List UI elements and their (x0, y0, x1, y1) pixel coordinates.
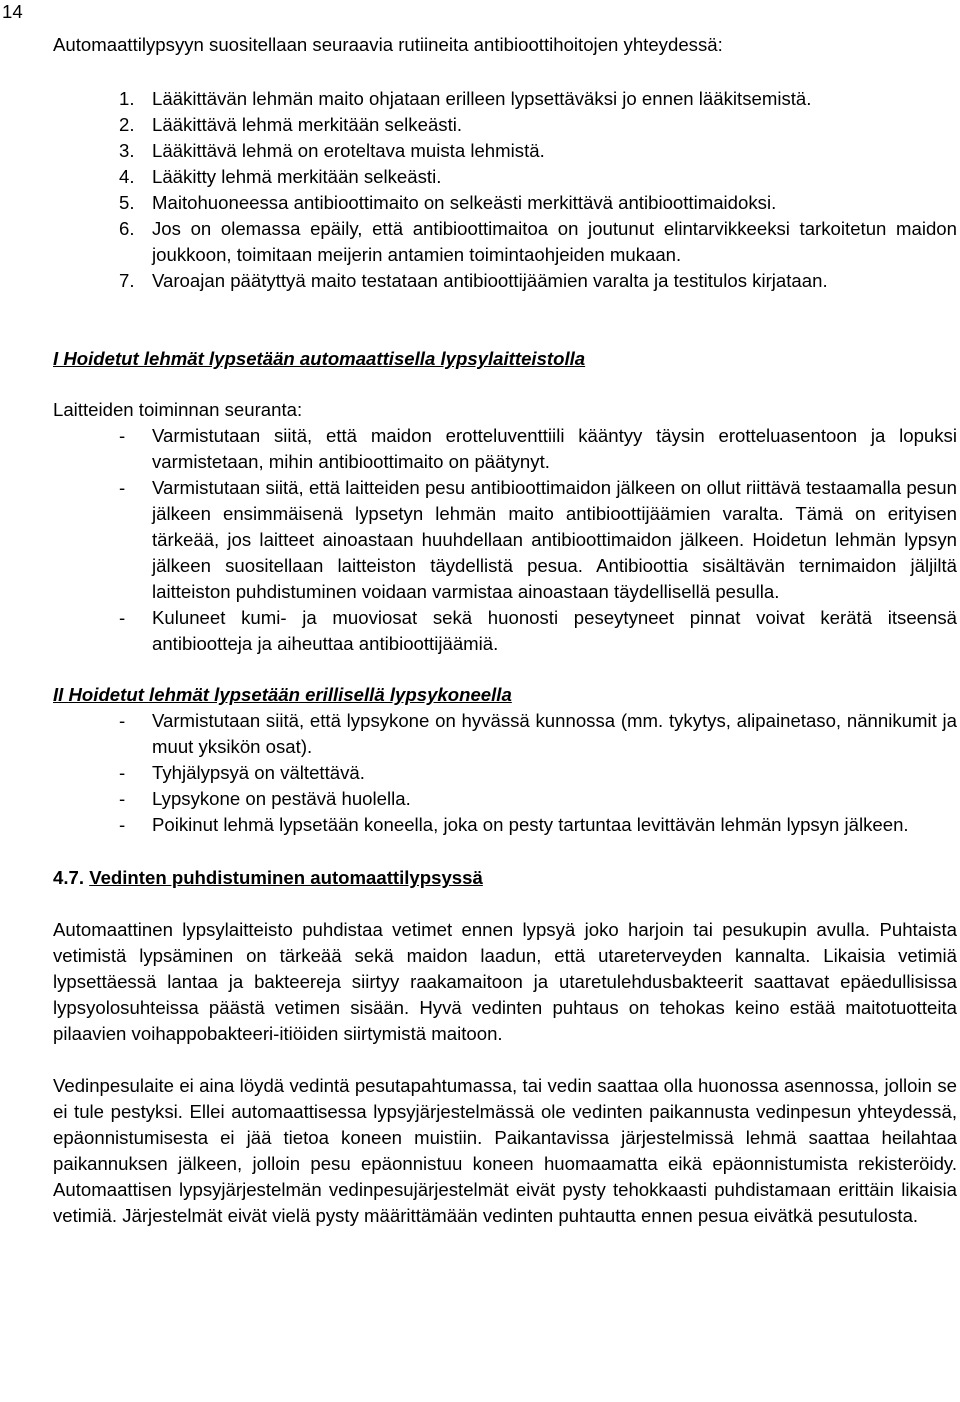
list-item: 3. Lääkittävä lehmä on eroteltava muista lehmistä. (119, 140, 545, 161)
list-item: - Tyhjälypsyä on vältettävä. (119, 762, 365, 783)
list-item: 2. Lääkittävä lehmä merkitään selkeästi. (119, 114, 463, 135)
body-paragraph: Vedinpesulaite ei aina löydä vedintä pesutapahtumassa, tai vedin saattaa olla huonossa asennossa, jolloin se ei tule pestyksi. Ellei automaattisessa lypsyjärjestelmässä ole vedinten paikannusta vedinpesun yhteydessä, epäonnistumisesta ei jää tietoa koneen muistiin. Paikantavissa järjestelmissä lehmä saattaa heilahtaa paikannuksen jälkeen, jolloin pesu epäonnistuu koneen huomaamatta eikä epäonnistumista rekisteröidy. Automaattisen lypsyjärjestelmän vedinpesujärjestelmät eivät pysty tehokkaasti puhdistamaan erittäin likaisia vetimiä. Järjestelmät eivät vielä pysty määrittämään vedinten puhtautta ennen pesua eivätkä pesutulosta. (53, 1075, 957, 1226)
separate-machine-list (53, 708, 957, 838)
list-item: 6. Jos on olemassa epäily, että antibioottimaitoa on joutunut elintarvikkeeksi tarkoitetun maidon joukkoon, toimitaan meijerin antamien toimintaohjeiden mukaan. (119, 218, 957, 265)
list-item: 7. Varoajan päätyttyä maito testataan antibioottijäämien varalta ja testitulos kirjataan. (119, 270, 828, 291)
intro-paragraph: Automaattilypsyyn suositellaan seuraavia rutiineita antibioottihoitojen yhteydessä: (53, 34, 723, 55)
page-content (53, 32, 957, 1229)
list-item: - Varmistutaan siitä, että laitteiden pesu antibioottimaidon jälkeen on ollut riittävä testaamalla pesun jälkeen ensimmäisenä lypsetyn lehmän maito antibioottijäämien varalta. Tämä on erityisen tärkeää, jos laitteet ainoastaan huuhdellaan antibioottimaidon jälkeen. Hoidetun lehmän lypsyn jälkeen suositellaan laitteiston täydellistä pesua. Antibioottia sisältävän ternimaidon jäljiltä laitteiston puhdistuminen voidaan varmistaa ainoastaan täydellisellä pesulla. (119, 477, 957, 602)
list-item: - Varmistutaan siitä, että maidon erotteluventtiili kääntyy täysin erotteluasentoon ja lopuksi varmistetaan, mihin antibioottimaito on päätynyt. (119, 425, 957, 472)
list-item: - Kuluneet kumi- ja muoviosat sekä huonosti peseytyneet pinnat voivat kerätä itseensä antibiootteja ja aiheuttaa antibioottijäämiä. (119, 607, 957, 654)
list-item: - Poikinut lehmä lypsetään koneella, joka on pesty tartuntaa levittävän lehmän lypsyn jälkeen. (119, 814, 909, 835)
page-number: 14 (2, 1, 23, 22)
list-item: 4. Lääkitty lehmä merkitään selkeästi. (119, 166, 442, 187)
monitoring-list (53, 423, 957, 657)
list-item: - Lypsykone on pestävä huolella. (119, 788, 411, 809)
section-heading-automatic: I Hoidetut lehmät lypsetään automaattisella lypsylaitteistolla (53, 348, 586, 369)
list-item: 5. Maitohuoneessa antibioottimaito on selkeästi merkittävä antibioottimaidoksi. (119, 192, 777, 213)
section-heading-teat-cleaning: 4.7. Vedinten puhdistuminen automaattilypsyssä (53, 867, 483, 888)
list-item: 1. Lääkittävän lehmän maito ohjataan erilleen lypsettäväksi jo ennen lääkitsemistä. (119, 88, 812, 109)
section-lead: Laitteiden toiminnan seuranta: (53, 399, 303, 420)
body-paragraph: Automaattinen lypsylaitteisto puhdistaa vetimet ennen lypsyä joko harjoin tai pesukupin avulla. Puhtaista vetimistä lypsäminen on tärkeää sekä maidon laadun, että utareterveyden kannalta. Likaisia vetimiä lypsettäessä lantaa ja bakteereja siirtyy raakamaitoon ja utaretulehdusbakteerit saattavat epäedullisissa lypsyolosuhteissa päästä vetimen sisään. Hyvä vedinten puhtaus on tehokas keino estää maitotuotteita pilaavien voihappobakteeri-itiöiden siirtymistä maitoon. (53, 919, 957, 1044)
list-item: - Varmistutaan siitä, että lypsykone on hyvässä kunnossa (mm. tykytys, alipainetaso, nännikumit ja muut yksikön osat). (119, 710, 957, 757)
antibiotic-routine-list (53, 86, 957, 294)
section-heading-separate: II Hoidetut lehmät lypsetään erillisellä lypsykoneella (53, 684, 512, 705)
